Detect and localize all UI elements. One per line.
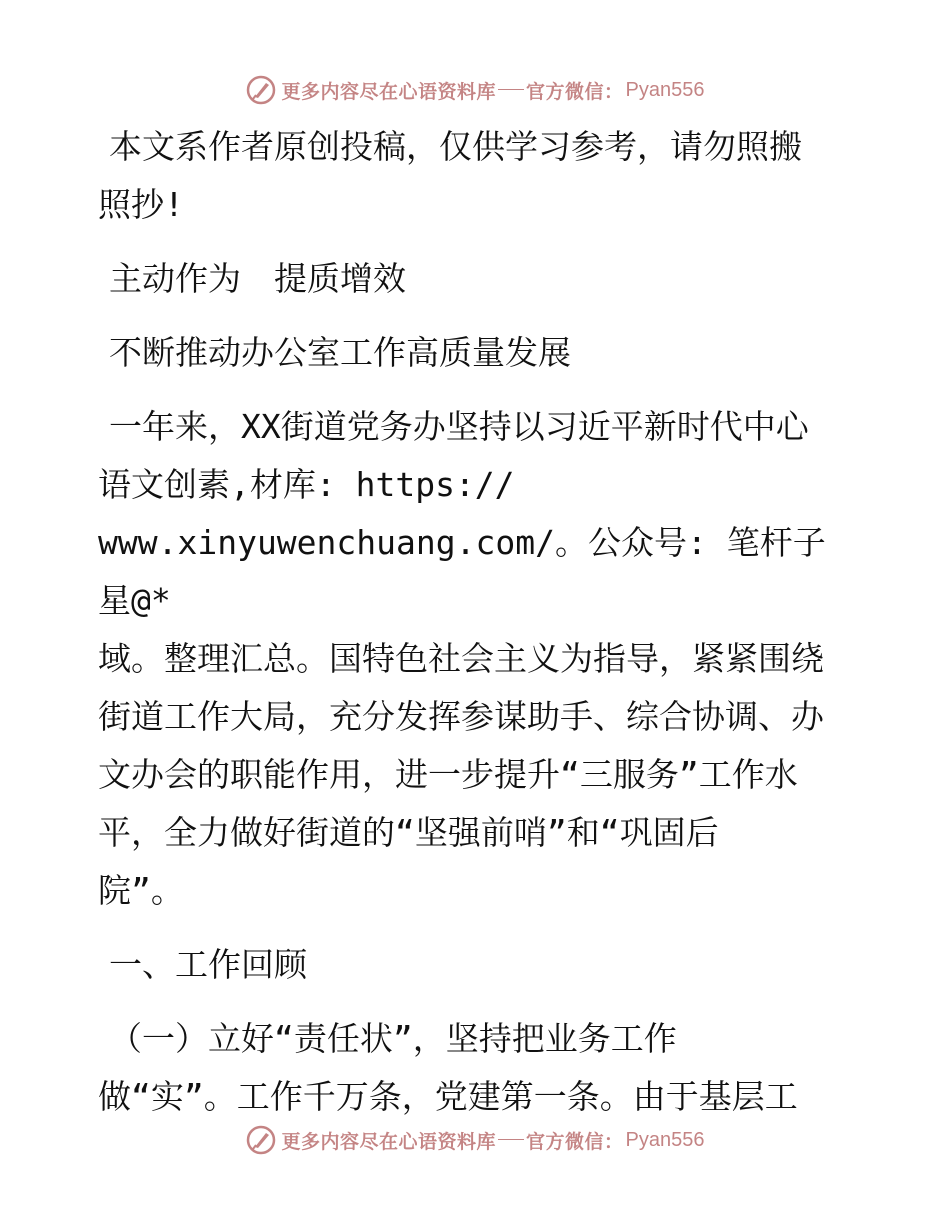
body-line: 院”。 [98, 871, 184, 910]
body-line: 一年来，XX街道党务办坚持以习近平新时代中心 [109, 407, 809, 446]
title-line: 主动作为 提质增效 [109, 259, 406, 298]
banner-divider [498, 1139, 524, 1140]
body-line: 文办会的职能作用，进一步提升“三服务”工作水 [98, 755, 798, 794]
body-line: 做“实”。工作千万条，党建第一条。由于基层工 [98, 1077, 798, 1116]
banner-divider [498, 89, 524, 90]
body-line: 街道工作大局，充分发挥参谋助手、综合协调、办 [98, 697, 824, 736]
body-line: 平，全力做好街道的“坚强前哨”和“巩固后 [98, 813, 719, 852]
banner-wechat-label: 官方微信： [526, 80, 624, 103]
banner-slogan: 更多内容尽在心语资料库 [281, 1130, 497, 1153]
body-line: 语文创素,材库: https:// [98, 465, 515, 504]
banner-slogan: 更多内容尽在心语资料库 [281, 80, 497, 103]
banner-wechat-label: 官方微信： [526, 1130, 624, 1153]
banner-wechat-id: Pyan556 [625, 1128, 705, 1151]
notice-line: 照抄! [98, 185, 184, 224]
body-line: 域。整理汇总。国特色社会主义为指导，紧紧围绕 [98, 639, 824, 678]
body-line: （一）立好“责任状”，坚持把业务工作 [109, 1019, 677, 1058]
notice-line: 本文系作者原创投稿，仅供学习参考，请勿照搬 [109, 127, 802, 166]
header-banner [0, 70, 950, 110]
banner-wechat-id: Pyan556 [625, 78, 705, 101]
footer-banner [0, 1120, 950, 1160]
body-line: www.xinyuwenchuang.com/。公众号: 笔杆子星@* [98, 523, 826, 620]
document-body [98, 118, 858, 1126]
feather-pen-logo-icon [246, 1125, 276, 1155]
feather-pen-logo-icon [246, 75, 276, 105]
title-line: 不断推动办公室工作高质量发展 [109, 333, 571, 372]
section-heading: 一、工作回顾 [109, 945, 307, 984]
